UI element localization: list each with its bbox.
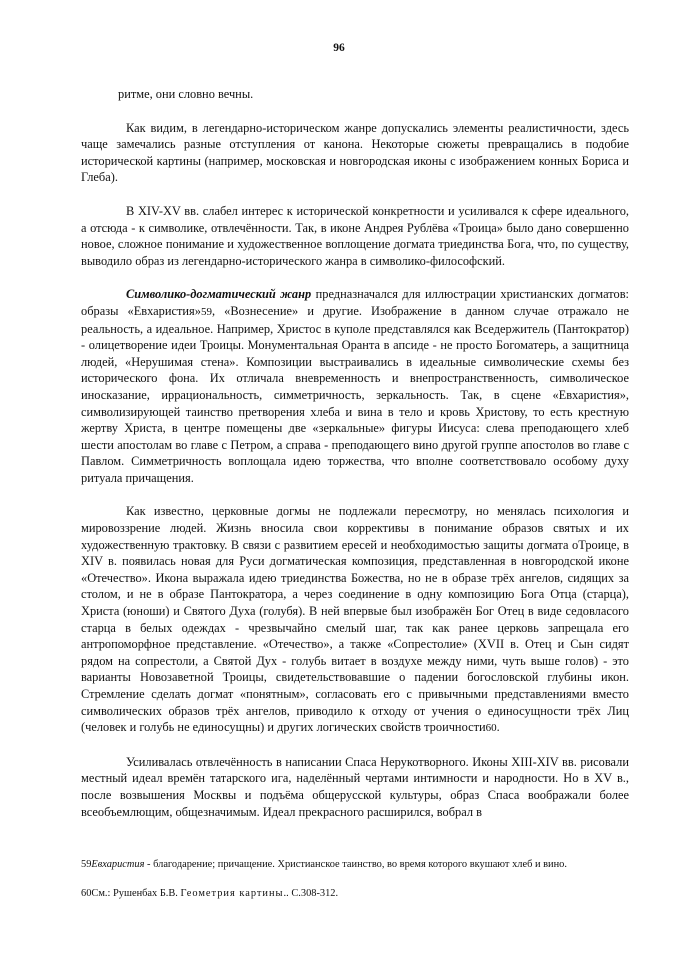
paragraph-continuation: ритме, они словно вечны. <box>118 87 254 101</box>
paragraph-dogmatic-genre <box>81 286 629 486</box>
paragraph-symbolism: В XIV-XV вв. слабел интерес к исторической конкретности и усиливался к сфере идеального, а отсюда - к символике, отвлечённости. Так, в иконе Андрея Рублёва «Троица» было дано совершенно новое, сложное понимание и художественное воплощение догмата триединства Бога, что, по существу, выводило образ из легендарно-исторического жанра в символико-философский. <box>81 203 629 268</box>
footnote-60 <box>81 887 629 900</box>
footnote-text: См.: Рушенбах Б.В. <box>91 888 181 899</box>
footnote-text: .. С.308-312. <box>283 888 339 899</box>
footnote-book-title: Геометрия картины <box>180 888 284 899</box>
paragraph-text: Как известно, церковные догмы не подлежали пересмотру, но менялась психология и мировоззрение людей. Жизнь вносила свои коррективы в понимание образов святых и их художественную трактовку. В связи с развитием ересей и необходимостью защиты догмата оТроице, в XIV в. появилась новая для Руси догматическая композиция, представленная в новгородской иконе «Отечество». Икона выражала идею триединства Божества, но не в образе трёх ангелов, сидящих за столом, и не в образе Пантократора, а через соединение в одну композицию Бога Отца (старца), Христа (юноши) и Святого Духа (голубя). В ней впервые был изображён Бог Отец в виде седовласого старца в белых одеждах - чрезвычайно смелый шаг, так как ранее церковь запрещала его антропоморфное представление. «Отечество», а также «Сопрестолие» (XVII в. Отец и Сын сидят рядом на сопрестоли, а Святой Дух - голубь витает в воздухе между ними, чуть выше голов) - это варианты Новозаветной Троицы, свидетельствовавшие о падении богословской глубины икон. Стремление сделать догмат «понятным», согласовать его с привычными представлениями вместо символических образов трёх ангелов, приводило к отходу от учения о единосущности трёх Лиц (человек и голубь не единосущны) и других логических свойств троичности <box>81 504 629 735</box>
paragraph-text: предназначался для иллюстрации христианских догматов: образы «Евхаристия» <box>81 287 629 318</box>
footnote-ref: 59 <box>200 305 212 318</box>
footnote-number: 60 <box>81 888 92 899</box>
genre-term: Символико-догматический жанр <box>126 287 312 302</box>
paragraph-text: . <box>496 720 500 735</box>
footnote-text: - благодарение; причащение. Христианское таинство, во время которого вкушают хлеб и вино. <box>144 859 567 870</box>
footnote-ref: 60 <box>485 722 497 735</box>
page-number: 96 <box>333 42 345 54</box>
paragraph-text: , «Вознесение» и другие. Изображение в данном случае отражало не реальность, а идеальное. Например, Христос в куполе представлялся как Вседержитель (Пантократор) - олицетворение идеи Троицы. Монументальная Оранта в апсиде - не просто Богоматерь, а защитница людей, «Нерушимая стена». Композиции выстраивались в идеальные символические схемы без исторического фона. Их отличала вневременность и внепространственность, символическое иносказание, иррациональность, симметричность, зеркальность. Так, в сцене «Евхаристия», символизирующей таинство претворения хлеба и вина в тело и кровь Христову, то есть крестную жертву Христа, в центре помещены две «зеркальные» фигуры Иисуса: слева преподающего хлеб шести апостолам во главе с Петром, а справа - преподающего вино другой группе апостолов во главе с Павлом. Симметричность воплощала идею торжества, что вполне соответствовало особому духу ритуала причащения. <box>81 303 629 485</box>
paragraph-fatherhood-icon <box>81 503 629 736</box>
paragraph-savior-icon: Усиливалась отвлечённость в написании Спаса Нерукотворного. Иконы XIII-XIV вв. рисовали местный идеал времён татарского ига, наделённый чертами интимности и народности. Но в XV в., после возвышения Москвы и подъёма общерусской культуры, образ Спаса воображали более всеобъемлющим, общезначимым. Идеал прекрасного расширился, вобрал в <box>81 754 629 819</box>
page-body <box>81 86 629 837</box>
footnote-number: 59 <box>81 859 92 870</box>
footnote-term: Евхаристия <box>91 859 145 870</box>
paragraph-legendary-genre: Как видим, в легендарно-историческом жанре допускались элементы реалистичности, здесь чаще замечались разные отступления от канона. Некоторые сюжеты превращались в подобие исторической картины (например, московская и новгородская иконы с изображением конных Бориса и Глеба). <box>81 120 629 185</box>
footnote-59 <box>81 858 629 871</box>
